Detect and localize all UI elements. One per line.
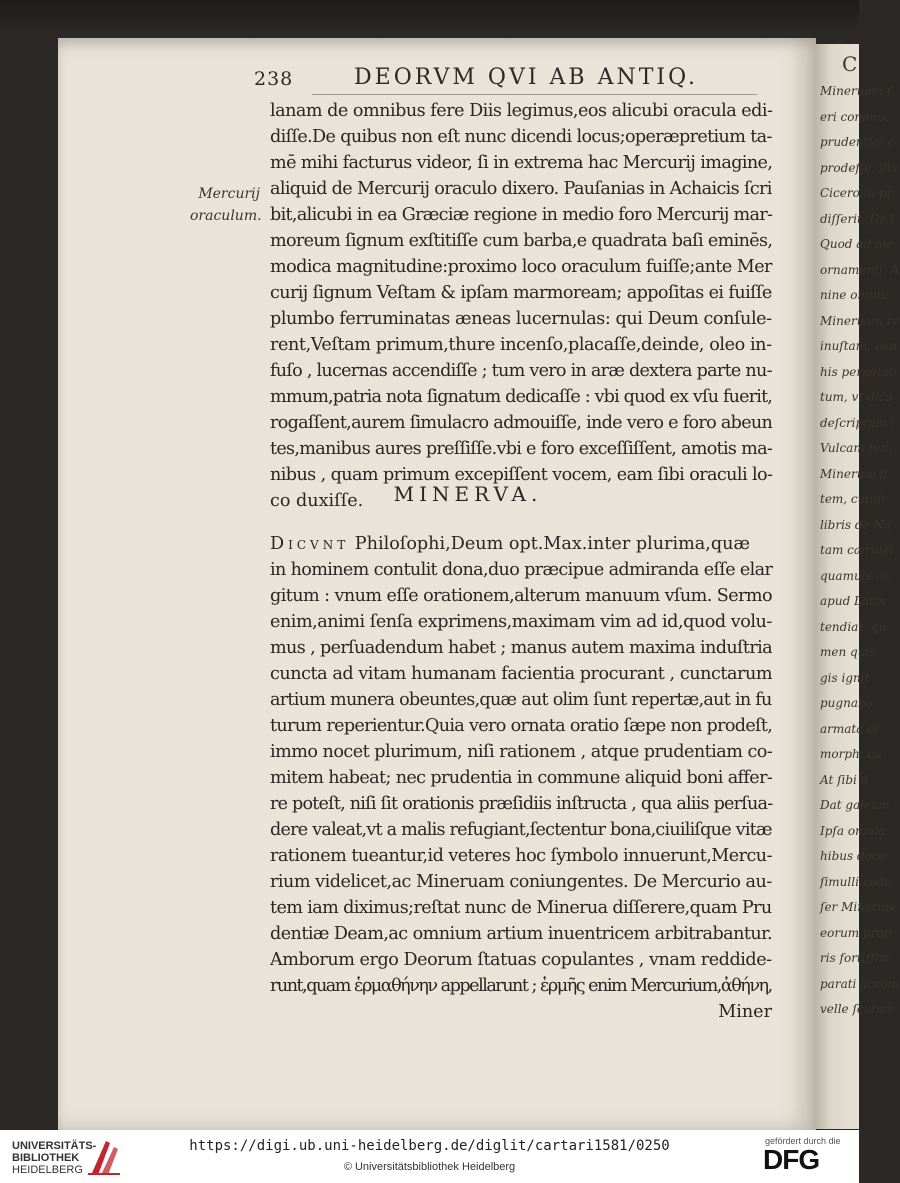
text-line: mē mihi facturus videor, ſi in extrema hac Mercurij imagine, bbox=[270, 153, 773, 173]
text-line: modica magnitudine:proximo loco oraculum fuiſſe;ante Mer bbox=[270, 257, 772, 277]
text-line: mmum,patria nota ſignatum dedicaſſe : vbi quod ex vſu fuerit, bbox=[270, 387, 773, 407]
adjacent-page-letter: C bbox=[842, 52, 858, 76]
text-line: rogaſſent,aurem ſimulacro admouiſſe, inde vero e foro abeun bbox=[270, 413, 773, 433]
adjacent-page-fragment: tum, vt dica bbox=[820, 390, 893, 404]
adjacent-page-edge bbox=[816, 44, 900, 1129]
dfg-logo: DFG bbox=[763, 1144, 820, 1175]
text-line: tem iam diximus;reſtat nunc de Minerua diſſerere,quam Pru bbox=[270, 898, 772, 918]
text-line: gitum : vnum eſſe orationem,alterum manuum vſum. Sermo bbox=[270, 586, 773, 606]
text-line: dere valeat,vt a malis refugiant,ſectentur bona,ciuiliſque vitæ bbox=[270, 820, 772, 840]
text-line: rent,Veſtam primum,thure incenſo,placaſſe,deinde, oleo in- bbox=[270, 335, 772, 355]
text-line: nibus , quam primum excepiſſent vocem, eam ſibi oraculi lo- bbox=[270, 465, 773, 485]
adjacent-page-fragment: Quod ad me bbox=[820, 237, 894, 251]
adjacent-page-fragment: ſimulli code bbox=[820, 874, 892, 889]
adjacent-page-fragment: tendiat, qu bbox=[820, 619, 887, 634]
adjacent-page-fragment: ſer Mineruæ bbox=[820, 900, 897, 914]
footer-bar bbox=[0, 1130, 859, 1183]
text-line: enim,animi ſenſa exprimens,maximam vim ad id,quod volu- bbox=[270, 612, 772, 632]
text-line: plumbo ferruminatas æneas lucernulas: qui Deum conſule- bbox=[270, 309, 772, 329]
section-heading: MINERVA. bbox=[393, 482, 543, 506]
adjacent-page-fragment: Cicero in pr bbox=[820, 186, 893, 200]
page-number: 238 bbox=[254, 68, 294, 90]
adjacent-page-fragment: eri commoc bbox=[820, 109, 892, 124]
funding-label: gefördert durch die bbox=[765, 1136, 841, 1146]
adjacent-page-fragment: Vulcani tem bbox=[820, 441, 893, 455]
adjacent-page-fragment: deſcriptum i bbox=[820, 415, 895, 430]
text-line: turum reperientur.Quia vero ornata oratio ſæpe non prodeſt, bbox=[270, 716, 773, 736]
adjacent-page-fragment: quamuis ne bbox=[820, 568, 891, 583]
text-line: tes,manibus aures preſſiſſe.vbi e foro exceſſiſſent, amotis ma- bbox=[270, 439, 773, 459]
initial-word: Dicvnt bbox=[270, 534, 350, 554]
adjacent-page-fragment: diſſerit. De l bbox=[820, 211, 894, 226]
text-line: mitem habeat; nec prudentia in commune aliquid boni affer- bbox=[270, 768, 773, 788]
text-line: cuncta ad vitam humanam facientia procurant , cunctarum bbox=[270, 664, 773, 684]
scanner-background bbox=[0, 0, 859, 40]
text-line: curij ſignum Veſtam & ipſam marmoream; appoſitas ei fuiſſe bbox=[270, 283, 772, 303]
paragraph-minerva bbox=[270, 531, 772, 1025]
book-page bbox=[58, 38, 816, 1130]
adjacent-page-fragment: Dat galeam bbox=[820, 798, 890, 812]
permalink-url[interactable]: https://digi.ub.uni-heidelberg.de/diglit/cartari1581/0250 bbox=[189, 1138, 670, 1154]
adjacent-page-fragment: tem, cuiuſr bbox=[820, 492, 888, 506]
text-line: moreum ſignum exſtitiſſe cum barba,e quadrata baſi eminēs, bbox=[270, 231, 773, 251]
adjacent-page-fragment: ris fortiſſim bbox=[820, 951, 890, 965]
text-line: Amborum ergo Deorum ſtatuas copulantes , vnam reddide- bbox=[270, 950, 772, 970]
text-line: immo nocet plurimum, niſi rationem , atque prudentiam co- bbox=[270, 742, 773, 762]
adjacent-page-fragment: Mineruæ fi bbox=[820, 466, 888, 481]
text-line: aliquid de Mercurij oraculo dixero. Pauſanias in Achaicis ſcri bbox=[270, 179, 772, 199]
paragraph-mercury-oracle bbox=[270, 98, 772, 514]
text-line: mus , perſuadendum habet ; manus autem maxima induſtria bbox=[270, 638, 772, 658]
adjacent-page-fragment: libris de Na bbox=[820, 517, 892, 532]
adjacent-page-fragment: Mineruam re bbox=[820, 313, 900, 328]
adjacent-page-fragment: Ipſa omnia bbox=[820, 823, 886, 838]
adjacent-page-fragment: men quis bbox=[820, 645, 876, 659]
text-line: lanam de omnibus fere Diis legimus,eos alicubi oracula edi- bbox=[270, 101, 773, 121]
library-logo-text: UNIVERSITÄTS- BIBLIOTHEK HEIDELBERG bbox=[12, 1140, 97, 1176]
adjacent-page-fragment: apud Latin bbox=[820, 594, 886, 608]
adjacent-page-fragment: his perpetuo bbox=[820, 364, 897, 379]
adjacent-page-fragment: At ſibi d bbox=[820, 772, 869, 787]
text-line: dentiæ Deam,ac omnium artium inuentricem arbitrabantur. bbox=[270, 924, 773, 944]
adjacent-page-fragment: parati accom bbox=[820, 976, 900, 991]
running-head: DEORVM QVI AB ANTIQ. bbox=[354, 65, 699, 90]
margin-note bbox=[190, 183, 260, 227]
text-line: bit,alicubi in ea Græciæ regione in medio foro Mercurij mar- bbox=[270, 205, 773, 225]
text-line: diſſe.De quibus non eſt nunc dicendi locus;operæpretium ta- bbox=[270, 127, 772, 147]
adjacent-page-fragment: pugnabo bbox=[820, 696, 873, 710]
text-line: rium videlicet,ac Mineruam coniungentes. De Mercurio au- bbox=[270, 872, 772, 892]
header-rule bbox=[312, 94, 757, 95]
adjacent-page-fragment: hibus doce bbox=[820, 849, 886, 863]
text-line: fuſo , lucernas accendiſſe ; tum vero in aræ dextera parte nu- bbox=[270, 361, 772, 381]
adjacent-page-fragment: ornamenti. A bbox=[820, 262, 900, 277]
text-line: in hominem contulit dona,duo præcipue admiranda eſſe elar bbox=[270, 560, 773, 580]
text-line: co duxiſſe. bbox=[270, 491, 364, 511]
catchword: Miner bbox=[718, 1002, 772, 1022]
text-line: artium munera obeuntes,quæ aut olim ſunt repertæ,aut in fu bbox=[270, 690, 772, 710]
adjacent-page-fragment: Mineruam f bbox=[820, 84, 892, 98]
adjacent-page-fragment: prudentiæ c bbox=[820, 135, 895, 149]
adjacent-page-fragment: armata ei bbox=[820, 721, 879, 736]
adjacent-page-fragment: velle ſcutum bbox=[820, 1002, 896, 1016]
adjacent-page-fragment: inuſtam, ean bbox=[820, 339, 897, 353]
adjacent-page-fragment: morph. cu bbox=[820, 747, 882, 761]
adjacent-page-fragment: tam cærulei bbox=[820, 543, 894, 557]
adjacent-page-fragment: nine omniu bbox=[820, 288, 889, 302]
margin-note-line: Mercurij bbox=[198, 186, 260, 202]
adjacent-page-fragment: eorum prop bbox=[820, 925, 892, 940]
adjacent-page-fragment: gis ignit bbox=[820, 670, 870, 685]
margin-note-line: oraculum. bbox=[190, 208, 262, 224]
text-line: re poteſt, niſi ſit orationis præſidiis inſtructa , qua aliis perſua- bbox=[270, 794, 773, 814]
text-line: rationem tueantur,id veteres hoc ſymbolo innuerunt,Mercu- bbox=[270, 846, 772, 866]
adjacent-page-fragment: prodeſſe, illa bbox=[820, 160, 898, 175]
copyright-notice: © Universitätsbibliothek Heidelberg bbox=[343, 1161, 516, 1173]
text-line: Dicvnt Philoſophi,Deum opt.Max.inter plurima,quæ bbox=[270, 534, 750, 554]
text-line: runt,quam ἑρμαθήνην appellarunt ; ἑρμῆς enim Mercurium,ἀθήνη, bbox=[270, 976, 772, 996]
